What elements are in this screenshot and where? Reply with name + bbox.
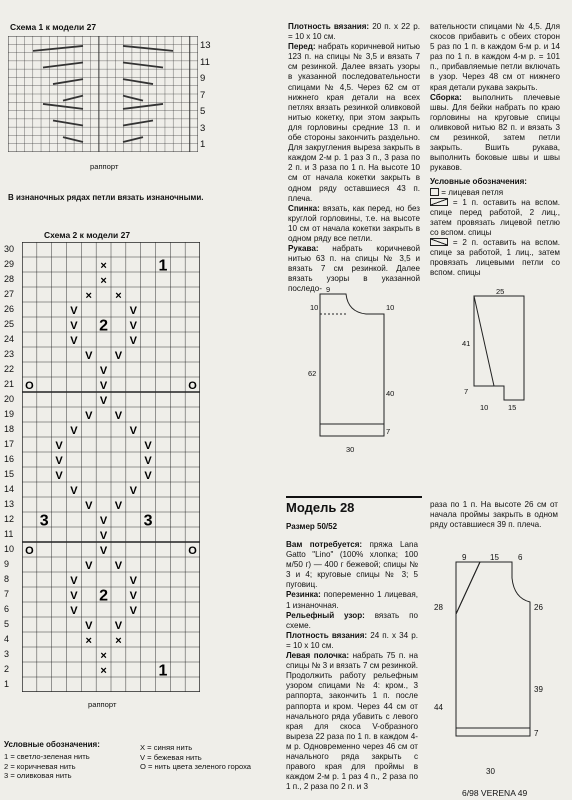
row-number: 12 bbox=[4, 514, 15, 524]
scheme1-repeat-label: раппорт bbox=[90, 162, 119, 171]
stitch-symbol: O bbox=[25, 545, 34, 557]
left-front-label: Левая полочка: bbox=[286, 651, 350, 661]
row-number: 13 bbox=[4, 499, 15, 509]
stitch-symbol: V bbox=[85, 620, 93, 632]
row-number: 18 bbox=[4, 424, 15, 434]
dim-label: 28 bbox=[434, 603, 443, 612]
dim-label: 41 bbox=[462, 339, 471, 348]
row-number: 8 bbox=[4, 574, 10, 584]
stitch-symbol: V bbox=[99, 515, 108, 527]
row-number: 5 bbox=[200, 106, 206, 117]
stitch-symbol: V bbox=[144, 470, 152, 482]
dim-label: 10 bbox=[480, 403, 489, 412]
relief-label: Рельефный узор: bbox=[286, 610, 365, 620]
grid-line bbox=[43, 63, 83, 68]
row-number: 4 bbox=[4, 634, 10, 644]
grid-line bbox=[33, 46, 83, 51]
rib-text: попеременно 1 лицевая, 1 изнаночная. bbox=[286, 590, 418, 610]
row-number: 7 bbox=[4, 589, 10, 599]
row-number: 5 bbox=[4, 619, 10, 629]
row-number: 22 bbox=[4, 364, 15, 374]
color-zone-label: 1 bbox=[158, 662, 168, 680]
density-value: 20 п. х 22 р. = 10 х 10 см. bbox=[288, 22, 420, 42]
stitch-symbol: V bbox=[114, 620, 123, 632]
scheme2-repeat-label: раппорт bbox=[88, 700, 117, 709]
row-number: 13 bbox=[200, 40, 211, 51]
need-text: пряжа Lana Gatto "Lino" (100% хлопка; 100 м/50 г) — 400 г бежевой; спицы № 3 и 4; круговые спицы № 3; 5 пуговиц. bbox=[286, 540, 418, 590]
stitch-symbol: V bbox=[70, 425, 78, 437]
stitch-symbol: V bbox=[129, 575, 137, 587]
stitch-symbol: V bbox=[114, 500, 123, 512]
stitch-symbol: V bbox=[144, 455, 152, 467]
dim-label: 10 bbox=[386, 303, 395, 312]
left-front-text: набрать 75 п. на спицы № 3 и вязать 7 см резинкой. Продолжить работу рельефным узором спицами № 4: кром., 3 раппорта, закончить 1 п. после раппорта и кром. Через 44 см от начального ряда убавить с левого края для скоса V-образного выреза 22 раза по 1 п. в каждом 4-м р. Одновременно через 46 см от начального ряда закрыть с правого края для проймы в каждом 2-м р. 1 раз 4 п., 2 раза по 1 п., 2 раза по 2 п. и 3 bbox=[286, 651, 418, 792]
stitch-symbol: × bbox=[100, 260, 107, 272]
stitch-symbol: V bbox=[70, 305, 78, 317]
row-number: 27 bbox=[4, 289, 15, 299]
stitch-symbol: × bbox=[100, 650, 107, 662]
sleeves-continued: вательности спицами № 4,5. Для скосов прибавить с обеих сторон 5 раз по 1 п. в каждом 6-м р. и 14 раз по 1 п. в каждом 4-м р. = 101 п., прибавляемые петли включать в узор. Через 48 см от нижнего края детали рукава закрыть. bbox=[430, 22, 560, 92]
row-number: 15 bbox=[4, 469, 15, 479]
cable-left-icon bbox=[430, 198, 448, 206]
stitch-symbol: V bbox=[114, 410, 123, 422]
stitch-symbol: × bbox=[115, 290, 122, 302]
color-zone-label: 2 bbox=[99, 587, 109, 605]
legend-col2 bbox=[140, 743, 251, 772]
stitch-symbol: × bbox=[85, 290, 92, 302]
front-label: Перед: bbox=[288, 42, 316, 52]
stitch-symbol: O bbox=[188, 380, 197, 392]
color-zone-label: 1 bbox=[158, 257, 168, 275]
row-number: 9 bbox=[4, 559, 10, 569]
dim-label: 40 bbox=[386, 389, 395, 398]
legend-item: O = нить цвета зеленого гороха bbox=[140, 762, 252, 771]
stitch-symbol: V bbox=[99, 365, 108, 377]
row-number: 24 bbox=[4, 334, 15, 344]
stitch-symbol: V bbox=[129, 425, 137, 437]
sleeves-label: Рукава: bbox=[288, 244, 319, 254]
density-label: Плотность вязания: bbox=[288, 22, 370, 31]
dim-label: 7 bbox=[534, 729, 539, 738]
stitch-symbol: V bbox=[70, 320, 78, 332]
stitch-symbol: × bbox=[115, 635, 122, 647]
model28-rule bbox=[286, 496, 422, 498]
scheme1-note: В изнаночных рядах петли вязать изнаночными. bbox=[8, 193, 204, 202]
row-number: 17 bbox=[4, 439, 15, 449]
legend-item: 1 = светло-зеленая нить bbox=[4, 752, 90, 761]
stitch-symbol: V bbox=[70, 575, 78, 587]
legend-item: V = бежевая нить bbox=[140, 752, 202, 762]
stitch-symbol: V bbox=[85, 410, 93, 422]
dim-label: 10 bbox=[310, 303, 319, 312]
stitch-symbol: V bbox=[99, 380, 108, 392]
need-label: Вам потребуется: bbox=[286, 540, 363, 549]
legend-item: 2 = коричневая нить bbox=[4, 761, 76, 771]
scheme1-grid bbox=[8, 36, 198, 152]
legend27-item: = лицевая петля bbox=[441, 187, 504, 197]
front-text: набрать коричневой нитью 123 п. на спицы № 3,5 и вязать 7 см резинкой. Далее вязать узоры в указанной последовательности спицами № 4,5. Через 62 см от нижнего края детали на всех петлях вязать резинкой оливковой нитью кокетку, при этом закрыть для горловины средние 13 п. и обе стороны закончить раздельно. Для закругления выреза закрыть в каждом 2-м р. 1 раз 3 п., 3 раза по 2 п. и 3 раза по 1 п. На высоте 10 см от начала кокетки закрыть в одном ряду оставшиеся 43 п. плеча. bbox=[288, 42, 420, 203]
dim-label: 30 bbox=[486, 767, 495, 776]
row-number: 16 bbox=[4, 454, 15, 464]
stitch-symbol: V bbox=[114, 560, 123, 572]
stitch-symbol: × bbox=[100, 275, 107, 287]
grid-line bbox=[123, 46, 173, 51]
grid-line bbox=[123, 104, 163, 109]
row-number: 9 bbox=[200, 73, 206, 84]
stitch-symbol: V bbox=[55, 440, 63, 452]
assembly-label: Сборка: bbox=[430, 92, 462, 102]
stitch-symbol: V bbox=[70, 605, 78, 617]
row-number: 3 bbox=[4, 649, 10, 659]
model27-sleeve-pattern bbox=[450, 286, 560, 416]
row-number: 26 bbox=[4, 304, 15, 314]
color-zone-label: 3 bbox=[39, 512, 49, 530]
model28-text-col1 bbox=[286, 540, 418, 792]
row-number: 23 bbox=[4, 349, 15, 359]
model27-front-pattern bbox=[296, 284, 426, 464]
model28-title: Модель 28 bbox=[286, 500, 355, 515]
page-footer: 6/98 VERENA 49 bbox=[462, 788, 528, 798]
row-number: 11 bbox=[4, 529, 14, 539]
stitch-symbol: V bbox=[85, 500, 93, 512]
scheme1-title: Схема 1 к модели 27 bbox=[10, 22, 97, 32]
density28-text: 24 п. х 34 р. = 10 х 10 см. bbox=[286, 630, 418, 650]
stitch-symbol: O bbox=[188, 545, 197, 557]
row-number: 7 bbox=[200, 89, 206, 101]
row-number: 28 bbox=[4, 274, 15, 284]
stitch-symbol: V bbox=[114, 350, 123, 362]
legend27-title: Условные обозначения: bbox=[430, 177, 528, 187]
model28-text-col2: раза по 1 п. На высоте 26 см от начала проймы закрыть в одном ряду оставшиеся 39 п. плеча. bbox=[430, 500, 558, 530]
scheme1-chart bbox=[8, 36, 198, 152]
legend-item: X = синяя нить bbox=[140, 743, 193, 752]
dim-label: 6 bbox=[518, 553, 523, 562]
density28-label: Плотность вязания: bbox=[286, 630, 368, 640]
dim-label: 25 bbox=[496, 287, 505, 296]
stitch-symbol: V bbox=[99, 530, 108, 542]
dim-label: 15 bbox=[508, 403, 517, 412]
dim-label: 62 bbox=[308, 369, 317, 378]
grid-line bbox=[123, 63, 163, 68]
scheme1-row-numbers bbox=[200, 38, 216, 154]
stitch-symbol: V bbox=[70, 485, 78, 497]
sleeves-text: набрать коричневой нитью 63 п. на спицы № 3,5 и вязать 7 см резинкой. Далее вязать узоры в указанной последо- bbox=[288, 244, 420, 294]
relief-text: вязать по схеме. bbox=[286, 610, 418, 630]
scheme2-row-numbers bbox=[4, 242, 24, 692]
stitch-symbol: V bbox=[129, 590, 137, 602]
stitch-symbol: V bbox=[129, 335, 137, 347]
dim-label: 30 bbox=[346, 445, 355, 454]
stitch-symbol: V bbox=[99, 545, 108, 557]
row-number: 19 bbox=[4, 409, 15, 419]
scheme2-title: Схема 2 к модели 27 bbox=[44, 230, 131, 240]
back-label: Спинка: bbox=[288, 203, 320, 213]
stitch-symbol: V bbox=[55, 455, 63, 467]
color-zone-label: 3 bbox=[143, 512, 153, 530]
scheme2-chart bbox=[22, 242, 200, 697]
dim-label: 26 bbox=[534, 603, 543, 612]
dim-label: 39 bbox=[534, 685, 543, 694]
stitch-symbol: V bbox=[99, 395, 108, 407]
stitch-symbol: × bbox=[85, 635, 92, 647]
cable-right-icon bbox=[430, 238, 448, 246]
color-zone-label: 2 bbox=[99, 317, 109, 335]
stitch-symbol: V bbox=[70, 590, 78, 602]
legend-col1 bbox=[4, 752, 90, 781]
dim-label: 7 bbox=[386, 427, 391, 436]
row-number: 1 bbox=[200, 139, 206, 150]
dim-label: 15 bbox=[490, 553, 499, 562]
row-number: 1 bbox=[4, 679, 10, 689]
stitch-symbol: V bbox=[129, 605, 137, 617]
row-number: 6 bbox=[4, 604, 10, 614]
back-text: вязать, как перед, но без круглой горловины, т.е. на высоте 10 см от начала кокетки закрыть в одном ряду все петли. bbox=[288, 203, 420, 243]
stitch-symbol: O bbox=[25, 380, 34, 392]
stitch-symbol: V bbox=[55, 470, 63, 482]
row-number: 29 bbox=[4, 259, 15, 269]
row-number: 10 bbox=[4, 544, 15, 554]
stitch-symbol: V bbox=[85, 560, 93, 572]
row-number: 20 bbox=[4, 394, 15, 404]
model28-pattern bbox=[428, 550, 568, 780]
scheme2-grid bbox=[22, 242, 200, 692]
dim-label: 44 bbox=[434, 703, 443, 712]
stitch-symbol: V bbox=[70, 335, 78, 347]
stitch-symbol: V bbox=[129, 305, 137, 317]
legend27-item: = 2 п. оставить на вспом. спице за работой, 1 лиц., затем провязать лицевыми петли со вспом. спицы bbox=[430, 237, 561, 278]
rib-label: Резинка: bbox=[286, 590, 321, 600]
model27-text-col2 bbox=[430, 22, 560, 278]
legend-item: 3 = оливковая нить bbox=[4, 771, 72, 780]
row-number: 25 bbox=[4, 319, 15, 329]
row-number: 11 bbox=[200, 56, 210, 68]
knit-stitch-icon bbox=[430, 188, 439, 196]
stitch-symbol: × bbox=[100, 665, 107, 677]
row-number: 30 bbox=[4, 244, 15, 254]
model27-text-col1 bbox=[288, 22, 420, 295]
legend27-item: = 1 п. оставить на вспом. спице перед работой, 2 лиц., затем провязать лицевой петлю со вспом. спицы bbox=[430, 197, 561, 237]
dim-label: 7 bbox=[464, 387, 469, 396]
stitch-symbol: V bbox=[144, 440, 152, 452]
row-number: 2 bbox=[4, 664, 10, 674]
stitch-symbol: V bbox=[129, 320, 137, 332]
model28-size: Размер 50/52 bbox=[286, 522, 338, 531]
row-number: 3 bbox=[200, 122, 206, 134]
grid-line bbox=[43, 104, 83, 109]
assembly-text: выполнить плечевые швы. Для бейки набрать по краю горловины на круговые спицы оливковой нитью 82 п. и вязать 3 см резинкой, затем петли закрыть. Вшить рукава, выполнить боковые швы и швы рукавов. bbox=[430, 92, 560, 173]
dim-label: 9 bbox=[462, 553, 467, 562]
stitch-symbol: V bbox=[85, 350, 93, 362]
row-number: 14 bbox=[4, 484, 15, 494]
legend-title: Условные обозначения: bbox=[4, 740, 100, 749]
stitch-symbol: V bbox=[129, 485, 137, 497]
row-number: 21 bbox=[4, 379, 15, 389]
dim-label: 9 bbox=[326, 285, 331, 294]
